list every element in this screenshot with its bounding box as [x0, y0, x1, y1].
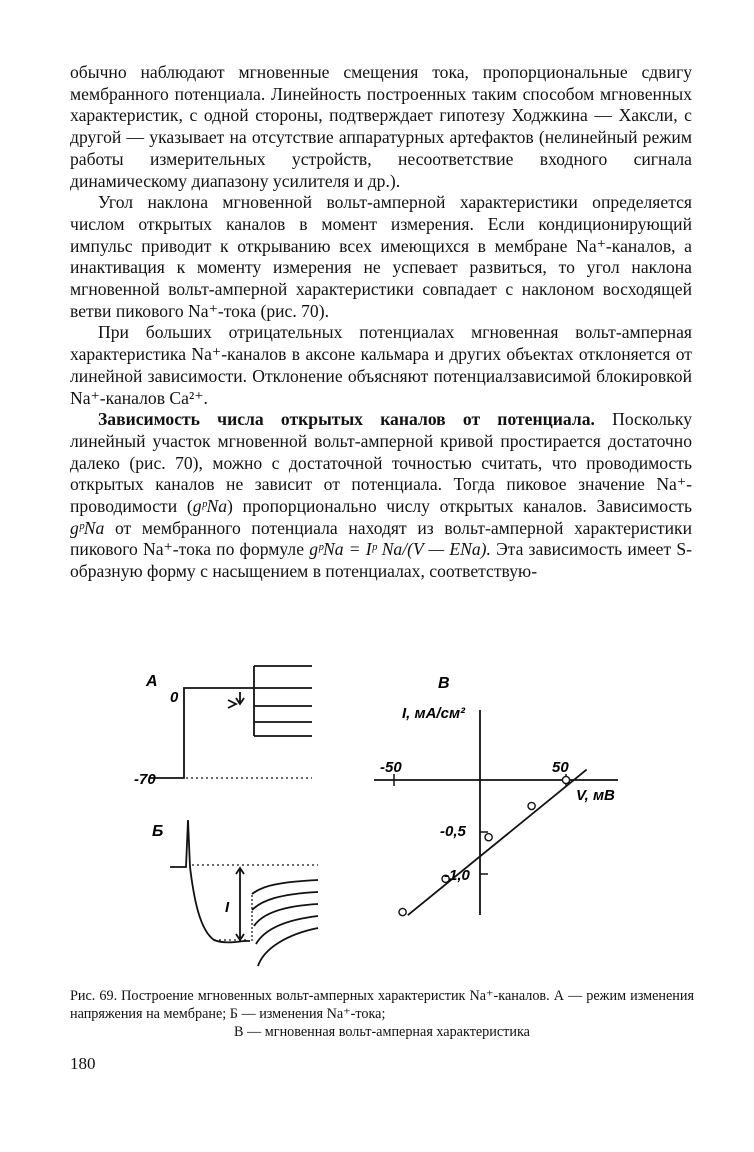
panel-b	[170, 820, 318, 966]
caption-line-2: В — мгновенная вольт-амперная характеристика	[234, 1024, 530, 1040]
paragraph-4-part-a: Поскольку линейный участок мгновенной вольт-амперной кривой простирается достаточно далеко (рис. 70), можно с достаточной точностью считать, что проводимость открытых каналов не зависит от потенциала. Тогда пиковое значение Na⁺-проводимости (	[70, 409, 692, 517]
paragraph-4-part-d: Эта зависимость имеет S-образную форму с насыщением в потенциалах, соответствую-	[70, 539, 692, 582]
data-point-4	[528, 802, 535, 809]
tail-curve-2	[252, 892, 318, 910]
i-bracket	[236, 868, 244, 940]
figure-69	[0, 660, 754, 990]
paragraph-2: Угол наклона мгновенной вольт-амперной характеристики определяется числом открытых каналов в момент измерения. Если кондиционирующий импульс приводит к открыванию всех имеющихся в мембране Na⁺-каналов, а инактивация к моменту измерения не успевает развиться, то угол наклона мгновенной вольт-амперной характеристики совпадает с наклоном восходящей ветви пикового Na⁺-тока (рис. 70).	[70, 192, 692, 321]
paragraph-1: обычно наблюдают мгновенные смещения тока, пропорциональные сдвигу мембранного потенциала. Линейность построенных таким способом мгновенных характеристик, с одной стороны, подтверждает гипотезу Ходжкина — Хаксли, с другой — указывает на отсутствие аппаратурных артефактов (нелинейный режим работы измерительных устройств, несоответствие входного сигнала динамическому диапазону усилителя и др.).	[70, 62, 692, 191]
tail-curve-5	[258, 928, 318, 966]
panel-b-label: Б	[152, 823, 164, 840]
x-tick-label-50: 50	[552, 759, 569, 776]
voltage-step-trace	[150, 688, 238, 778]
paragraph-4-part-b: ) пропорционально числу открытых каналов. Зависимость	[227, 496, 692, 517]
x-tick-label-minus-50: -50	[380, 759, 402, 776]
y-tick-label-minus-10: -1,0	[444, 867, 470, 884]
tick-label-minus-70: -70	[134, 771, 156, 788]
paragraph-4	[70, 409, 692, 583]
data-point-5	[562, 776, 569, 783]
arrow-right-icon	[228, 700, 236, 708]
paragraph-4-heading: Зависимость числа открытых каналов от потенциала.	[98, 409, 595, 430]
panel-a	[150, 666, 312, 778]
caption-line-1: Рис. 69. Построение мгновенных вольт-амперных характеристик Na⁺-каналов. А — режим изменения напряжения на мембране; Б — изменения Na⁺-тока;	[70, 988, 694, 1022]
y-axis-label: I, мА/см²	[402, 705, 466, 722]
paragraph-4-part-c: от мембранного потенциала находят из вольт-амперной характеристики пикового Na⁺-тока по формуле	[70, 517, 692, 560]
paragraph-3: При больших отрицательных потенциалах мгновенная вольт-амперная характеристика Na⁺-каналов в аксоне кальмара и других объектах отклоняется от линейной зависимости. Отклонение объясняют потенциалзависимой блокировкой Na⁺-каналов Ca²⁺.	[70, 322, 692, 408]
data-point-3	[485, 834, 492, 841]
iv-fit-line	[408, 770, 587, 916]
body-text	[70, 62, 692, 583]
arrow-down-icon	[236, 692, 244, 704]
i-label: I	[225, 899, 230, 916]
conductance-formula: gᵖNa = Iᵖ Na/(V — ENa).	[309, 539, 491, 560]
conductance-symbol-2: gᵖNa	[70, 517, 105, 538]
tick-label-0: 0	[170, 689, 179, 706]
panel-c-chart	[374, 710, 618, 916]
figure-caption	[70, 987, 694, 1041]
data-point-1	[399, 908, 406, 915]
panel-c-label: В	[438, 675, 450, 692]
current-trace	[170, 820, 250, 942]
page-number: 180	[70, 1054, 96, 1073]
x-axis-label: V, мВ	[576, 787, 615, 804]
figure-69-drawing	[0, 660, 754, 990]
panel-a-label: А	[146, 673, 158, 690]
y-tick-label-minus-05: -0,5	[440, 823, 466, 840]
conductance-symbol-1: gᵖNa	[192, 496, 228, 517]
